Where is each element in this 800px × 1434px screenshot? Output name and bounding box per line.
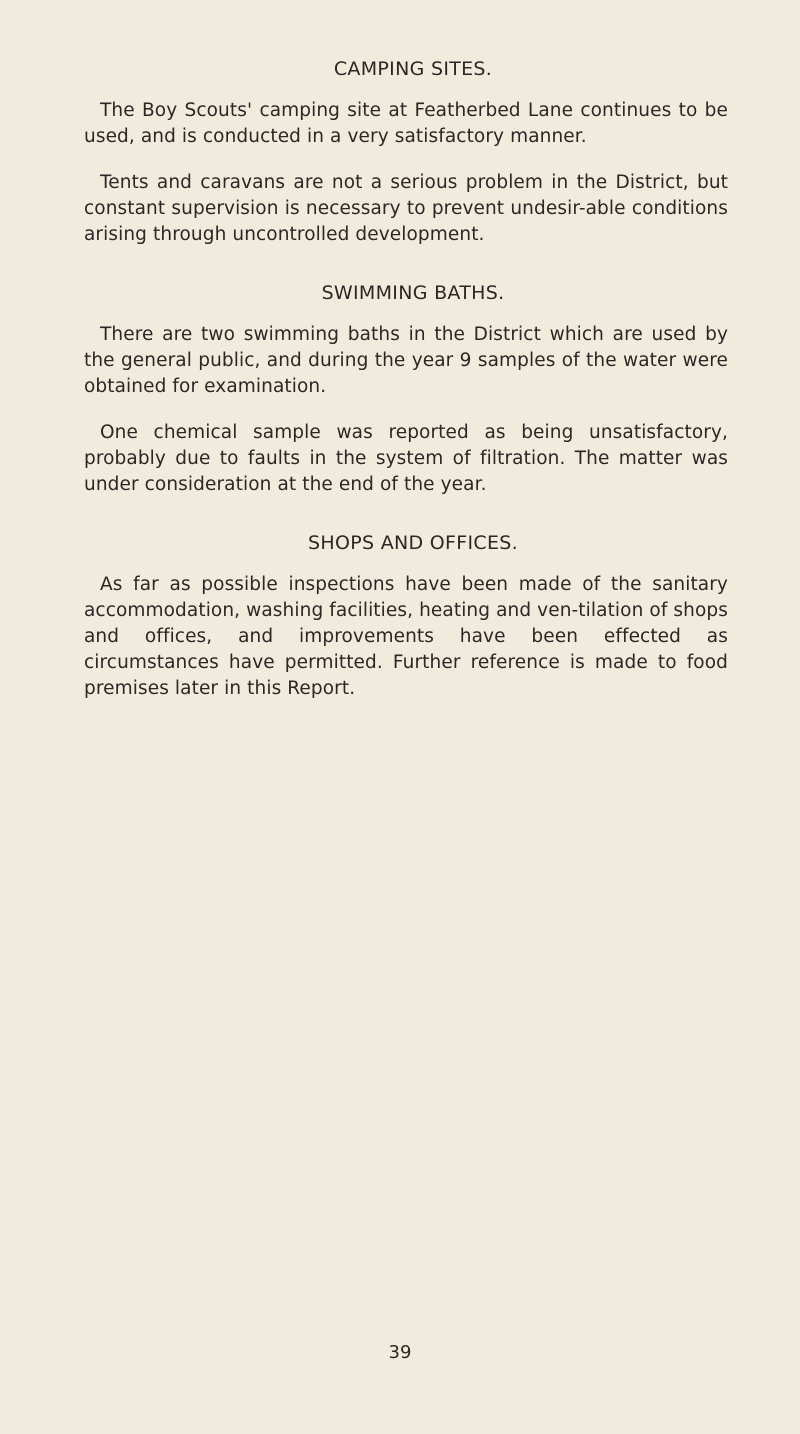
page-number: 39 (388, 1342, 412, 1363)
paragraph: As far as possible inspections have been made of the sanitary accommodation, washing facilities, heating and ven-tilation of shops and offices, and improvements have been effected as circumstances have permitted. Further reference is made to food premises later in this Report. (84, 574, 728, 699)
paragraph: Tents and caravans are not a serious problem in the District, but constant supervision is necessary to prevent undesir-able conditions arising through uncontrolled development. (84, 172, 728, 245)
paragraph: The Boy Scouts' camping site at Featherbed Lane continues to be used, and is conducted in a very satisfactory manner. (84, 100, 728, 147)
section-heading: CAMPING SITES. (333, 58, 493, 80)
section-heading: SWIMMING BATHS. (321, 282, 505, 304)
paragraph: There are two swimming baths in the District which are used by the general public, and during the year 9 samples of the water were obtained for examination. (84, 324, 728, 397)
page-content (84, 58, 728, 722)
section-shops-and-offices (84, 532, 728, 702)
section-heading: SHOPS AND OFFICES. (308, 532, 518, 554)
section-swimming-baths (84, 282, 728, 498)
section-camping-sites (84, 58, 728, 248)
paragraph: One chemical sample was reported as being unsatisfactory, probably due to faults in the system of filtration. The matter was under consideration at the end of the year. (84, 422, 728, 495)
